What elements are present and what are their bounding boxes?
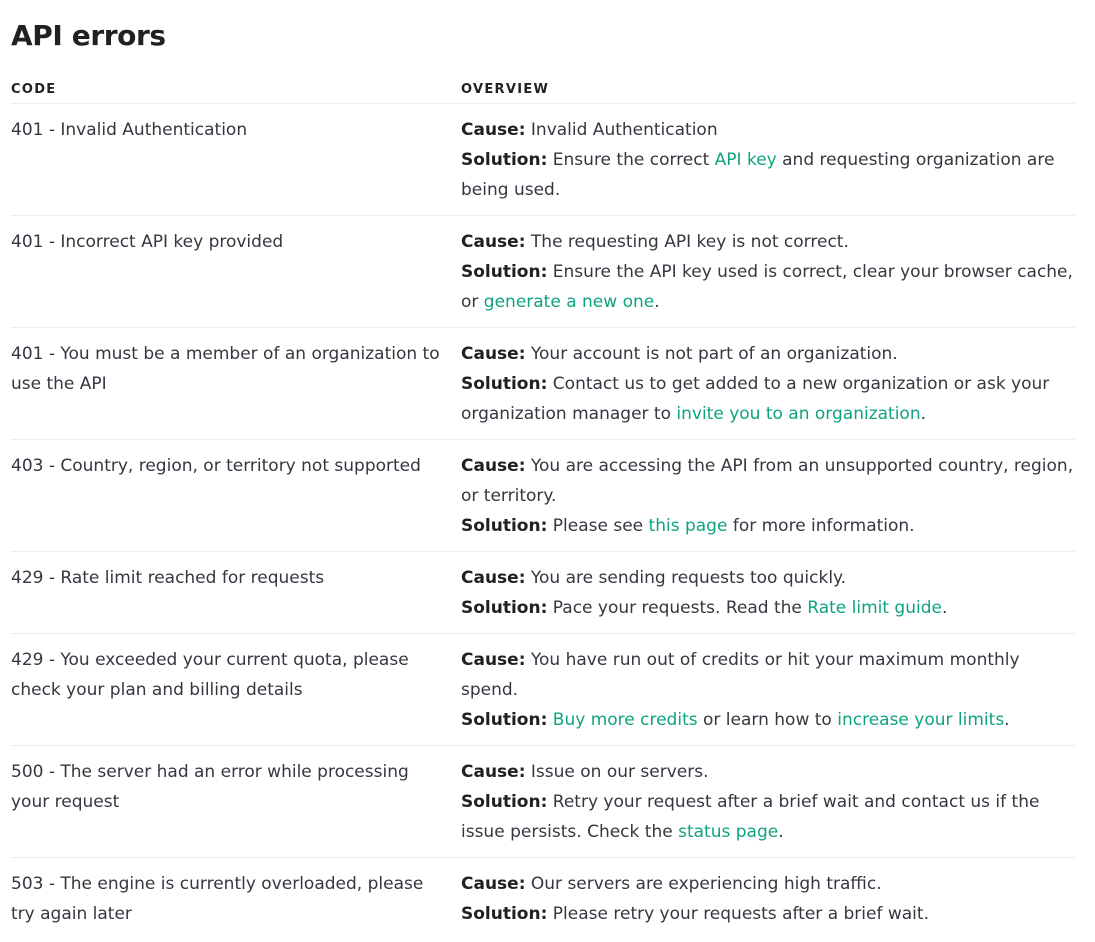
cause-line [461, 451, 1075, 511]
table-row [11, 216, 1075, 328]
column-header-code: CODE [11, 72, 461, 104]
page-title: API errors [11, 19, 166, 52]
error-overview [461, 858, 1075, 940]
solution-line [461, 593, 1075, 623]
solution-label: Solution: [461, 792, 548, 812]
cause-label: Cause: [461, 874, 526, 894]
table-row [11, 746, 1075, 858]
cause-line [461, 645, 1075, 705]
api-errors-table [11, 72, 1075, 939]
solution-text-mid: . [941, 598, 948, 618]
solution-label: Solution: [461, 710, 548, 730]
cause-label: Cause: [461, 456, 526, 476]
cause-line [461, 563, 1075, 593]
solution-line [461, 145, 1075, 205]
solution-text-mid: . [920, 404, 927, 424]
solution-text-mid: . [654, 292, 660, 312]
solution-text-pre: Ensure the API key used is correct, clear your browser cache, or [461, 262, 1073, 312]
solution-text-pre: Retry your request after a brief wait and contact us if the issue persists. Check the [461, 792, 1040, 842]
solution-link[interactable]: status page [678, 822, 779, 842]
table-row [11, 634, 1075, 746]
solution-text-pre: Please see [547, 516, 649, 536]
cause-text: You are sending requests too quickly. [525, 568, 847, 588]
cause-text: You are accessing the API from an unsupported country, region, or territory. [461, 456, 1074, 506]
solution-label: Solution: [461, 598, 548, 618]
cause-text: Invalid Authentication [525, 120, 718, 140]
solution-text-pre: Please retry your requests after a brief wait. [547, 904, 929, 924]
solution-text-mid: or learn how to [697, 710, 838, 730]
table-row [11, 858, 1075, 940]
cause-line [461, 757, 1075, 787]
error-code: 403 - Country, region, or territory not supported [11, 440, 461, 552]
error-code: 401 - Incorrect API key provided [11, 216, 461, 328]
table-header-row [11, 72, 1075, 104]
error-overview [461, 104, 1075, 216]
solution-link[interactable]: Rate limit guide [807, 598, 942, 618]
cause-line [461, 869, 1075, 899]
error-overview [461, 216, 1075, 328]
error-overview [461, 440, 1075, 552]
column-header-overview: OVERVIEW [461, 72, 1075, 104]
solution-link[interactable]: invite you to an organization [676, 404, 921, 424]
error-overview [461, 746, 1075, 858]
solution-line [461, 257, 1075, 317]
cause-text: You have run out of credits or hit your maximum monthly spend. [461, 650, 1020, 700]
error-code: 503 - The engine is currently overloaded, please try again later [11, 874, 424, 924]
table-body [11, 104, 1075, 940]
cause-label: Cause: [461, 232, 526, 252]
solution-link-secondary[interactable]: increase your limits [837, 710, 1005, 730]
cause-text: Issue on our servers. [525, 762, 709, 782]
error-overview [461, 552, 1075, 634]
cause-text: Our servers are experiencing high traffic. [525, 874, 882, 894]
solution-link[interactable]: this page [648, 516, 728, 536]
cause-line [461, 115, 1075, 145]
error-overview [461, 328, 1075, 440]
error-code: 429 - You exceeded your current quota, please check your plan and billing details [11, 634, 461, 746]
table-row [11, 328, 1075, 440]
solution-link[interactable]: API key [714, 150, 777, 170]
error-overview [461, 634, 1075, 746]
solution-text-mid: . [778, 822, 784, 842]
solution-line [461, 787, 1075, 847]
solution-text-mid: for more information. [727, 516, 915, 536]
solution-text-pre: Pace your requests. Read the [547, 598, 808, 618]
error-code: 401 - Invalid Authentication [11, 104, 461, 216]
cause-line [461, 227, 1075, 257]
cause-label: Cause: [461, 762, 526, 782]
solution-text-pre: Contact us to get added to a new organization or ask your organization manager to [461, 374, 1050, 424]
solution-line [461, 705, 1075, 735]
solution-label: Solution: [461, 904, 548, 924]
table-row [11, 440, 1075, 552]
solution-line [461, 369, 1075, 429]
cause-label: Cause: [461, 568, 526, 588]
solution-link[interactable]: Buy more credits [552, 710, 698, 730]
solution-label: Solution: [461, 374, 548, 394]
error-code: 429 - Rate limit reached for requests [11, 552, 461, 634]
solution-line [461, 899, 1075, 929]
solution-label: Solution: [461, 516, 548, 536]
table-row [11, 552, 1075, 634]
solution-label: Solution: [461, 262, 548, 282]
error-code: 401 - You must be a member of an organization to use the API [11, 328, 461, 440]
cause-label: Cause: [461, 120, 526, 140]
solution-text-mid: and requesting organization are being used. [461, 150, 1055, 200]
solution-label: Solution: [461, 150, 548, 170]
solution-line [461, 511, 1075, 541]
cause-label: Cause: [461, 344, 526, 364]
solution-text-pre: Ensure the correct [547, 150, 715, 170]
cause-label: Cause: [461, 650, 526, 670]
cause-text: Your account is not part of an organization. [525, 344, 898, 364]
cause-line [461, 339, 1075, 369]
error-code: 500 - The server had an error while processing your request [11, 746, 461, 858]
solution-link[interactable]: generate a new one [483, 292, 655, 312]
table-row [11, 104, 1075, 216]
cause-text: The requesting API key is not correct. [525, 232, 849, 252]
solution-text-post: . [1004, 710, 1010, 730]
